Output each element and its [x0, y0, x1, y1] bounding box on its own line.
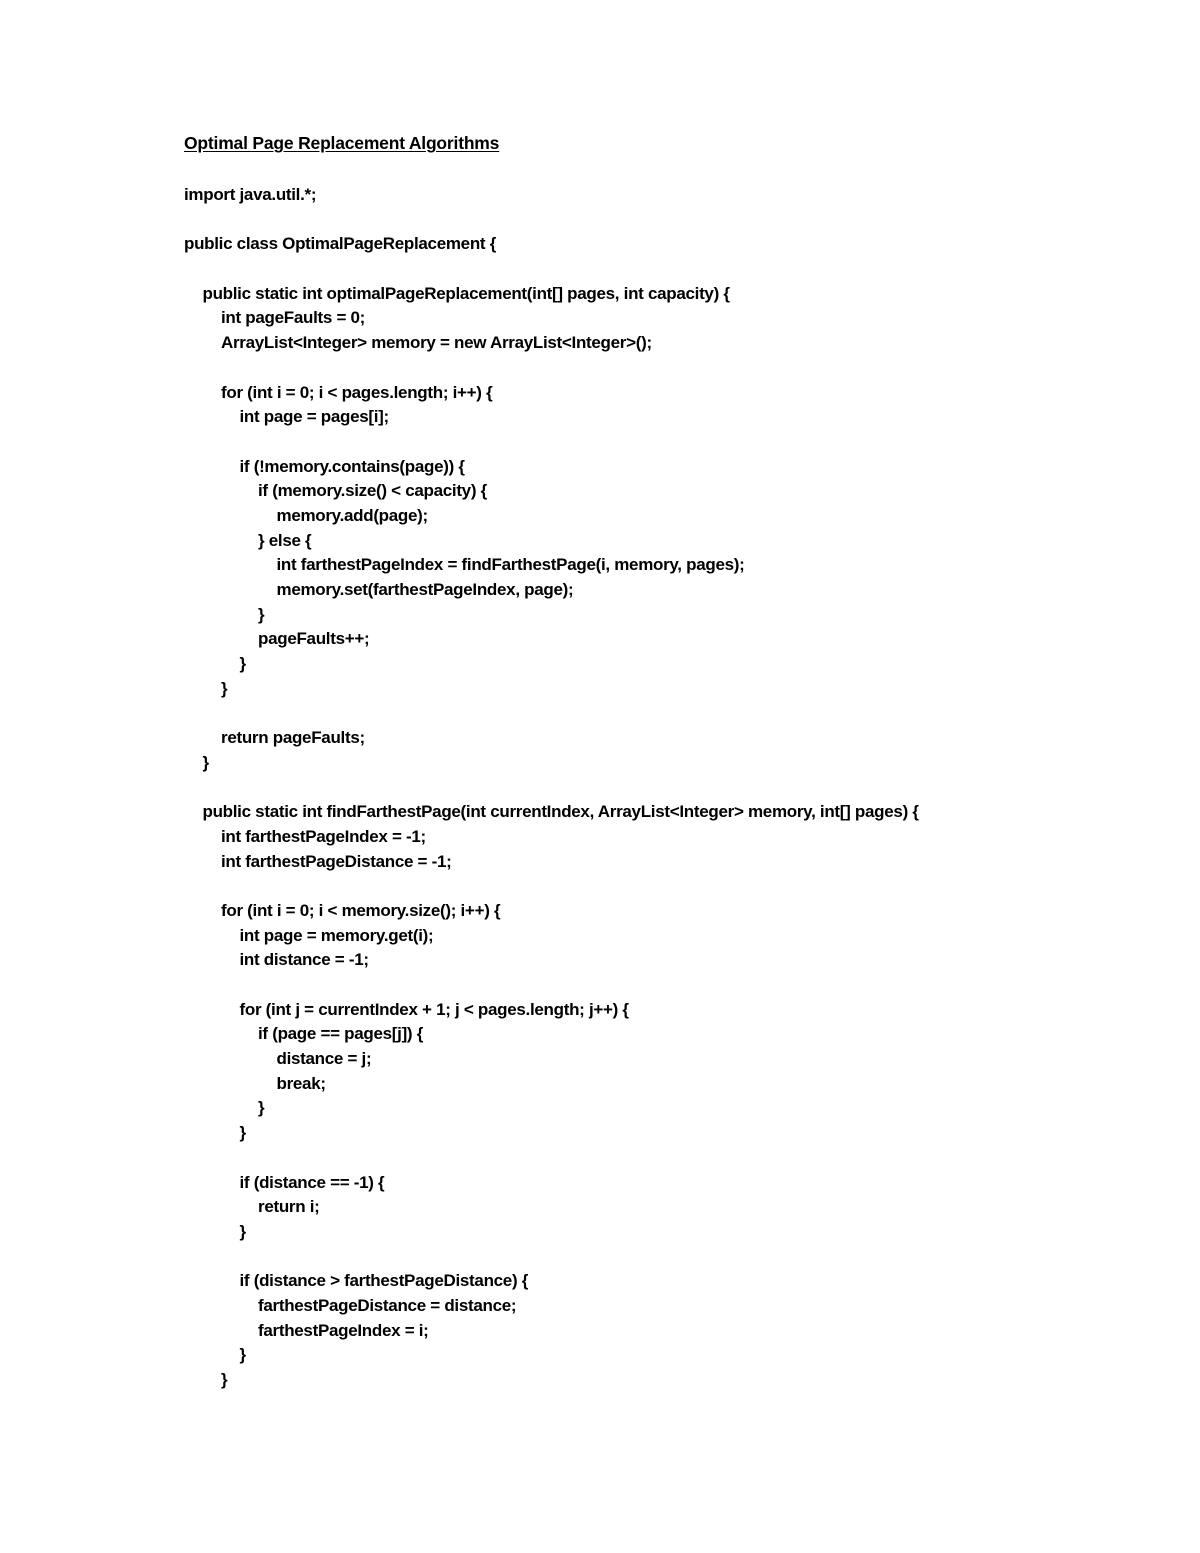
code-line: if (!memory.contains(page)) { [239, 456, 465, 476]
code-line: public class OptimalPageReplacement { [184, 234, 497, 254]
code-line: } [239, 1123, 246, 1143]
code-line: pageFaults++; [258, 629, 370, 649]
code-line [184, 356, 919, 381]
code-line [184, 874, 919, 899]
code-line: memory.set(farthestPageIndex, page); [276, 580, 574, 599]
code-line: } else { [258, 530, 312, 550]
code-line [184, 1146, 919, 1171]
code-line: memory.add(page); [276, 505, 428, 525]
code-line [184, 776, 919, 801]
code-line [184, 208, 919, 233]
code-line: } [221, 1370, 228, 1389]
code-line: if (memory.size() < capacity) { [258, 481, 487, 501]
code-line: for (int j = currentIndex + 1; j < pages.length; j++) { [239, 999, 629, 1019]
code-line: for (int i = 0; i < pages.length; i++) { [221, 382, 493, 402]
code-line: ArrayList<Integer> memory = new ArrayList<Integer>(); [221, 333, 652, 353]
code-line: } [239, 654, 246, 674]
code-line: } [258, 1098, 265, 1118]
code-block [184, 183, 919, 1393]
code-line [184, 430, 919, 455]
code-line: return i; [258, 1197, 320, 1217]
document-title: Optimal Page Replacement Algorithms [184, 133, 500, 153]
code-line [184, 257, 919, 282]
code-line: if (distance == -1) { [239, 1172, 385, 1192]
code-line: int pageFaults = 0; [221, 308, 366, 328]
code-line: if (page == pages[j]) { [258, 1024, 424, 1044]
code-line: int farthestPageIndex = findFarthestPage(i, memory, pages); [276, 555, 745, 575]
code-line: int page = pages[i]; [239, 407, 389, 427]
code-line: } [221, 678, 228, 698]
code-line: public static int findFarthestPage(int currentIndex, ArrayList<Integer> memory, int[] pages) { [202, 802, 919, 822]
code-line: public static int optimalPageReplacement(int[] pages, int capacity) { [202, 283, 730, 303]
code-line: } [202, 752, 209, 772]
code-line: for (int i = 0; i < memory.size(); i++) { [221, 900, 501, 920]
code-line: int farthestPageDistance = -1; [221, 851, 452, 871]
code-line: int distance = -1; [239, 950, 369, 970]
code-line: int page = memory.get(i); [239, 925, 434, 945]
code-line [184, 973, 919, 998]
code-line: farthestPageIndex = i; [258, 1320, 429, 1340]
code-line: break; [276, 1073, 326, 1093]
code-line [184, 701, 919, 726]
code-line: int farthestPageIndex = -1; [221, 826, 426, 846]
code-line: farthestPageDistance = distance; [258, 1295, 517, 1315]
code-line: return pageFaults; [221, 728, 365, 748]
code-line: } [239, 1221, 246, 1241]
code-line: import java.util.*; [184, 185, 317, 204]
code-line: if (distance > farthestPageDistance) { [239, 1271, 529, 1291]
code-line [184, 1245, 919, 1270]
code-line: } [258, 604, 265, 624]
code-line: } [239, 1345, 246, 1365]
code-line: distance = j; [276, 1049, 372, 1069]
